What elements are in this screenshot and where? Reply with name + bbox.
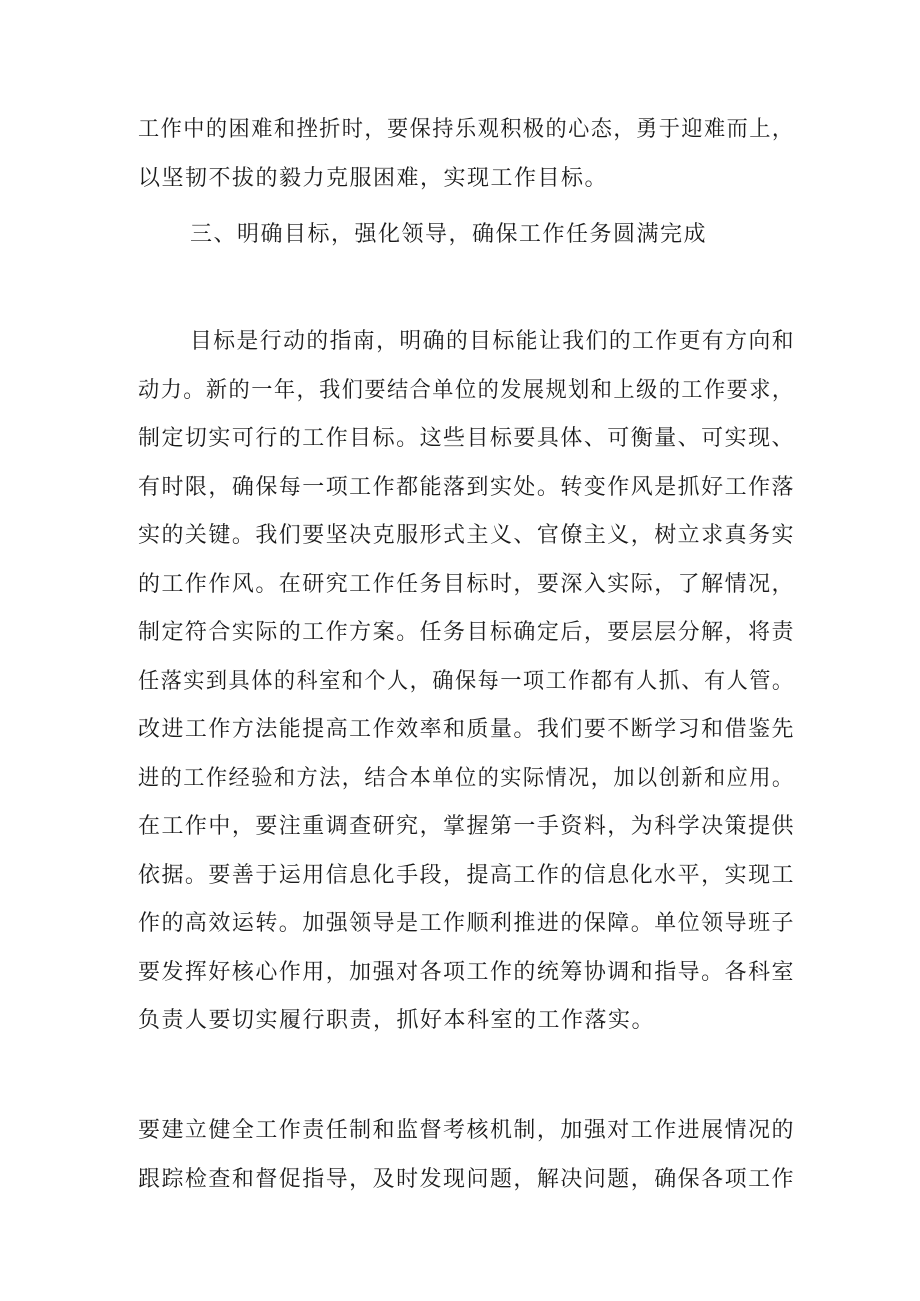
body-text-line: 要建立健全工作责任制和监督考核机制，加强对工作进展情况的 <box>138 1118 796 1143</box>
body-text-line: 目标是行动的指南，明确的目标能让我们的工作更有方向和 <box>190 329 796 354</box>
body-text-line: 动力。新的一年，我们要结合单位的发展规划和上级的工作要求， <box>138 378 795 403</box>
body-text-line: 进的工作经验和方法，结合本单位的实际情况，加以创新和应用。 <box>138 766 795 791</box>
body-text-line: 有时限，确保每一项工作都能落到实处。转变作风是抓好工作落 <box>138 475 796 500</box>
body-text-line: 工作中的困难和挫折时，要保持乐观积极的心态，勇于迎难而上， <box>138 117 795 142</box>
body-text-line: 负责人要切实履行职责，抓好本科室的工作落实。 <box>138 1008 656 1033</box>
body-text-line: 依据。要善于运用信息化手段，提高工作的信息化水平，实现工 <box>138 863 796 888</box>
section-heading: 三、明确目标，强化领导，确保工作任务圆满完成 <box>190 222 708 247</box>
body-text-line: 改进工作方法能提高工作效率和质量。我们要不断学习和借鉴先 <box>138 717 796 742</box>
body-text-line: 任落实到具体的科室和个人，确保每一项工作都有人抓、有人管。 <box>138 669 795 694</box>
body-text-line: 以坚韧不拔的毅力克服困难，实现工作目标。 <box>138 166 609 191</box>
body-text-line: 要发挥好核心作用，加强对各项工作的统筹协调和指导。各科室 <box>138 960 796 985</box>
body-text-line: 实的关键。我们要坚决克服形式主义、官僚主义，树立求真务实 <box>138 523 796 548</box>
body-text-line: 制定切实可行的工作目标。这些目标要具体、可衡量、可实现、 <box>138 426 796 451</box>
body-text-line: 制定符合实际的工作方案。任务目标确定后，要层层分解，将责 <box>138 620 796 645</box>
body-text-line: 跟踪检查和督促指导，及时发现问题，解决问题，确保各项工作 <box>138 1167 796 1192</box>
body-text-line: 的工作作风。在研究工作任务目标时，要深入实际，了解情况， <box>138 572 796 597</box>
body-text-line: 在工作中，要注重调查研究，掌握第一手资料，为科学决策提供 <box>138 814 796 839</box>
body-text-line: 作的高效运转。加强领导是工作顺利推进的保障。单位领导班子 <box>138 911 796 936</box>
